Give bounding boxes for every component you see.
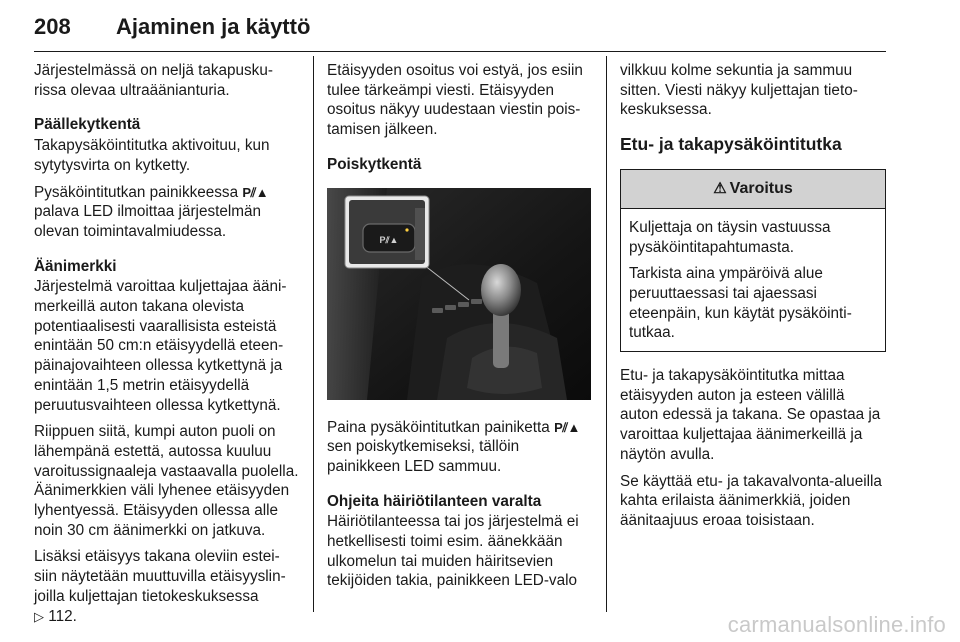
front-rear-heading: Etu- ja takapysäköintitutka [620, 134, 842, 155]
parking-button-icon: P⫽▲ [554, 419, 580, 435]
parking-button-icon: P⫽▲ [242, 184, 269, 200]
front-rear-paragraph-2: Se käyttää etu- ja takavalvonta-alueilla kahta erilaista äänimerkkiä, joiden äänitaajuus eroaa toisistaan. [620, 472, 882, 529]
column-3 [620, 61, 886, 538]
led-blink-paragraph: vilkkuu kolme sekuntia ja sammuu sitten. Viesti näkyy kuljettajan tieto-keskuksessa. [620, 62, 858, 119]
page-reference-icon: ▷ [34, 608, 44, 624]
warning-box [620, 169, 886, 352]
warning-header [621, 170, 885, 209]
photo-button-label: P⫽▲ [379, 234, 399, 245]
page-header [34, 6, 886, 52]
activation-paragraph: Takapysäköintitutka aktivoituu, kun sytytysvirta on kytketty. [34, 137, 270, 174]
column-divider [606, 56, 607, 612]
fault-paragraph: Häiriötilanteessa tai jos järjestelmä ei hetkellisesti toimi esim. äänekkään ulkomelun tai muiden häiritsevien tekijöiden takia, painikkeen LED-valo [327, 513, 579, 590]
section-title: Ajaminen ja käyttö [116, 14, 311, 39]
front-rear-paragraph-1: Etu- ja takapysäköintitutka mittaa etäisyyden auton ja esteen välillä auton edessä ja takana. Se opastaa ja varoittaa kuljettajaa äänimerkeillä ja näytön avulla. [620, 367, 881, 463]
column-2 [327, 61, 593, 598]
sound-paragraph-2: Riippuen siitä, kumpi auton puoli on lähempänä estettä, autossa kuuluu varoitussignaaleja vastaavalla puolella. Äänimerkkien väli lyhenee etäisyyden lyhentyessä. Etäisyyden ollessa alle noin 30 cm äänimerkki on jatkuva. [34, 423, 299, 539]
fault-heading: Ohjeita häiriötilanteen varalta [327, 492, 542, 510]
warning-paragraph-2: Tarkista aina ympäröivä alue peruuttaessasi tai ajaessasi eteenpäin, kun käytät pysäköinti-tutkaa. [629, 265, 852, 342]
distance-display-paragraph: Etäisyyden osoitus voi estyä, jos esiin tulee tärkeämpi viesti. Etäisyyden osoitus näkyy uudestaan viestin pois-tamisen jälkeen. [327, 62, 583, 139]
deactivation-paragraph: Paina pysäköintitutkan painiketta P⫽▲ sen poiskytkemiseksi, tällöin painikkeen LED sammuu. [327, 418, 580, 475]
page-number: 208 [34, 14, 71, 39]
warning-paragraph-1: Kuljettaja on täysin vastuussa pysäköintitapahtumasta. [629, 218, 831, 256]
column-divider [313, 56, 314, 612]
sound-paragraph-3: Lisäksi etäisyys takana oleviin estei-siin näytetään muuttuvilla etäisyyslin-joilla kuljettajan tietokeskuksessa ▷ 112. [34, 548, 286, 625]
deactivation-heading: Poiskytkentä [327, 155, 422, 173]
activation-heading: Päällekytkentä [34, 116, 141, 134]
intro-paragraph: Järjestelmässä on neljä takapusku-rissa olevaa ultraäänianturia. [34, 62, 273, 99]
page-reference[interactable]: 112. [44, 607, 77, 625]
warning-icon: ⚠ [713, 179, 727, 197]
parking-button-photo [327, 188, 591, 400]
sound-paragraph-1: Järjestelmä varoittaa kuljettajaa ääni-merkeillä auton takana olevista potentiaalisesti vaarallisista esteistä enintään 50 cm:n etäisyydellä eteen-päinajovaihteen ollessa kytkettynä ja enintään 1,5 metrin etäisyydellä peruutusvaihteen ollessa kytkettynä. [34, 278, 287, 414]
column-1 [34, 61, 300, 633]
warning-body [621, 209, 885, 351]
warning-title: Varoitus [729, 179, 793, 197]
watermark: carmanualsonline.info [727, 612, 946, 637]
activation-led-paragraph: Pysäköintitutkan painikkeessa P⫽▲ palava LED ilmoittaa järjestelmän olevan toimintavalmiudessa. [34, 183, 269, 240]
sound-heading: Äänimerkki [34, 257, 117, 275]
